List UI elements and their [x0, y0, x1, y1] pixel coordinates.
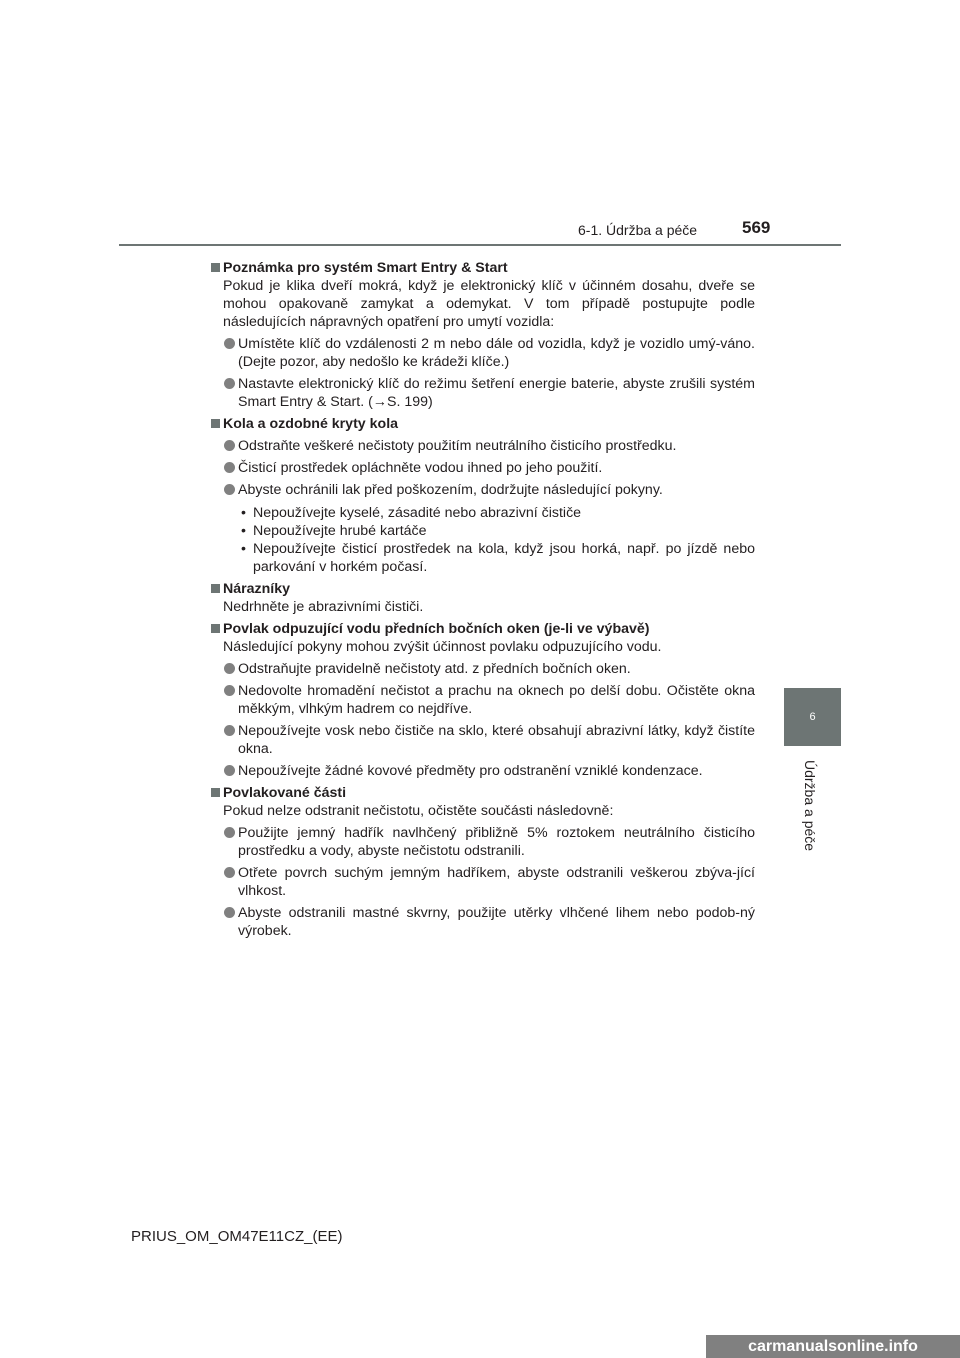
section-intro: Následující pokyny mohou zvýšit účinnost povlaku odpuzujícího vodu.	[223, 639, 662, 655]
bullet-text: Odstraňte veškeré nečistoty použitím neutrálního čisticího prostředku.	[238, 438, 677, 454]
circle-bullet-icon	[224, 663, 235, 674]
bullet-item	[210, 459, 755, 477]
square-bullet-icon	[211, 419, 220, 428]
section-intro: Nedrhněte je abrazivními čističi.	[223, 599, 424, 615]
section-title: Povlakované části	[223, 785, 347, 801]
circle-bullet-icon	[224, 867, 235, 878]
sublist-text: Nepoužívejte čisticí prostředek na kola, když jsou horká, např. po jízdě nebo parkování v horkém počasí.	[253, 541, 755, 575]
circle-bullet-icon	[224, 725, 235, 736]
sublist-item	[210, 504, 755, 522]
square-bullet-icon	[211, 788, 220, 797]
document-code: PRIUS_OM_OM47E11CZ_(EE)	[131, 1228, 343, 1245]
side-chapter-title	[785, 760, 837, 880]
circle-bullet-icon	[224, 827, 235, 838]
section	[210, 784, 755, 940]
circle-bullet-icon	[224, 338, 235, 349]
bullet-text: Abyste odstranili mastné skvrny, použijte utěrky vlhčené lihem nebo podob-ný výrobek.	[238, 905, 755, 939]
square-bullet-icon	[211, 263, 220, 272]
section-title: Povlak odpuzující vodu předních bočních oken (je-li ve výbavě)	[223, 621, 650, 637]
circle-bullet-icon	[224, 765, 235, 776]
circle-bullet-icon	[224, 685, 235, 696]
small-bullet-icon: •	[241, 505, 246, 521]
section	[210, 620, 755, 780]
circle-bullet-icon	[224, 378, 235, 389]
bullet-text: Nepoužívejte žádné kovové předměty pro odstranění vzniklé kondenzace.	[238, 763, 703, 779]
section-intro: Pokud nelze odstranit nečistotu, očistěte součásti následovně:	[223, 803, 614, 819]
circle-bullet-icon	[224, 484, 235, 495]
side-chapter-title-text: Údržba a péče	[802, 760, 818, 852]
section-title: Nárazníky	[223, 581, 291, 597]
section	[210, 580, 755, 616]
section-title: Poznámka pro systém Smart Entry & Start	[223, 260, 508, 276]
section-heading	[210, 259, 755, 277]
section	[210, 259, 755, 411]
bullet-item	[210, 682, 755, 718]
header-divider	[119, 244, 841, 246]
section-intro: Pokud je klika dveří mokrá, když je elektronický klíč v účinném dosahu, dveře se mohou opakovaně zamykat a odemykat. V tom případě postupujte podle následujících nápravných opatření pro umytí vozidla:	[223, 278, 755, 330]
chapter-tab	[784, 688, 841, 746]
small-bullet-icon: •	[241, 523, 246, 539]
bullet-text: Odstraňujte pravidelně nečistoty atd. z předních bočních oken.	[238, 661, 631, 677]
square-bullet-icon	[211, 584, 220, 593]
circle-bullet-icon	[224, 462, 235, 473]
bullet-item	[210, 722, 755, 758]
section-heading	[210, 620, 755, 638]
bullet-item	[210, 375, 755, 411]
small-bullet-icon: •	[241, 541, 246, 557]
bullet-item	[210, 335, 755, 371]
square-bullet-icon	[211, 624, 220, 633]
circle-bullet-icon	[224, 907, 235, 918]
page-content	[210, 255, 755, 940]
bullet-item	[210, 824, 755, 860]
bullet-text: Nepoužívejte vosk nebo čističe na sklo, které obsahují abrazivní látky, když čistíte okna.	[238, 723, 755, 757]
sublist-text: Nepoužívejte kyselé, zásadité nebo abrazivní čističe	[253, 505, 582, 521]
bullet-text: Abyste ochránili lak před poškozením, dodržujte následující pokyny.	[238, 482, 663, 498]
bullet-text: Nedovolte hromadění nečistot a prachu na oknech po delší dobu. Očistěte okna měkkým, vlhkým hadrem co nejdříve.	[238, 683, 755, 717]
section-title: Kola a ozdobné kryty kola	[223, 416, 399, 432]
bullet-text: Umístěte klíč do vzdálenosti 2 m nebo dále od vozidla, když je vozidlo umý-váno. (Dejte pozor, aby nedošlo ke krádeži klíče.)	[238, 336, 755, 370]
bullet-item	[210, 481, 755, 499]
bullet-item	[210, 660, 755, 678]
header-section-title: 6-1. Údržba a péče	[578, 222, 698, 238]
sublist-item	[210, 522, 755, 540]
bullet-item	[210, 762, 755, 780]
bullet-text: Použijte jemný hadřík navlhčený přibližně 5% roztokem neutrálního čisticího prostředku a vody, abyste nečistotu odstranili.	[238, 825, 755, 859]
bullet-item	[210, 437, 755, 455]
watermark: carmanualsonline.info	[706, 1335, 960, 1358]
section-heading	[210, 415, 755, 433]
page-number: 569	[742, 218, 771, 237]
section	[210, 415, 755, 576]
chapter-number: 6	[809, 711, 816, 723]
bullet-text: Nastavte elektronický klíč do režimu šetření energie baterie, abyste zrušili systém Smart Entry & Start. (→S. 199)	[238, 376, 755, 410]
section-heading	[210, 784, 755, 802]
bullet-item	[210, 864, 755, 900]
sublist-text: Nepoužívejte hrubé kartáče	[253, 523, 427, 539]
bullet-text: Čisticí prostředek opláchněte vodou ihned po jeho použití.	[238, 460, 603, 476]
circle-bullet-icon	[224, 440, 235, 451]
sublist-item	[210, 540, 755, 576]
bullet-text: Otřete povrch suchým jemným hadříkem, abyste odstranili veškerou zbýva-jící vlhkost.	[238, 865, 755, 899]
bullet-item	[210, 904, 755, 940]
section-heading	[210, 580, 755, 598]
